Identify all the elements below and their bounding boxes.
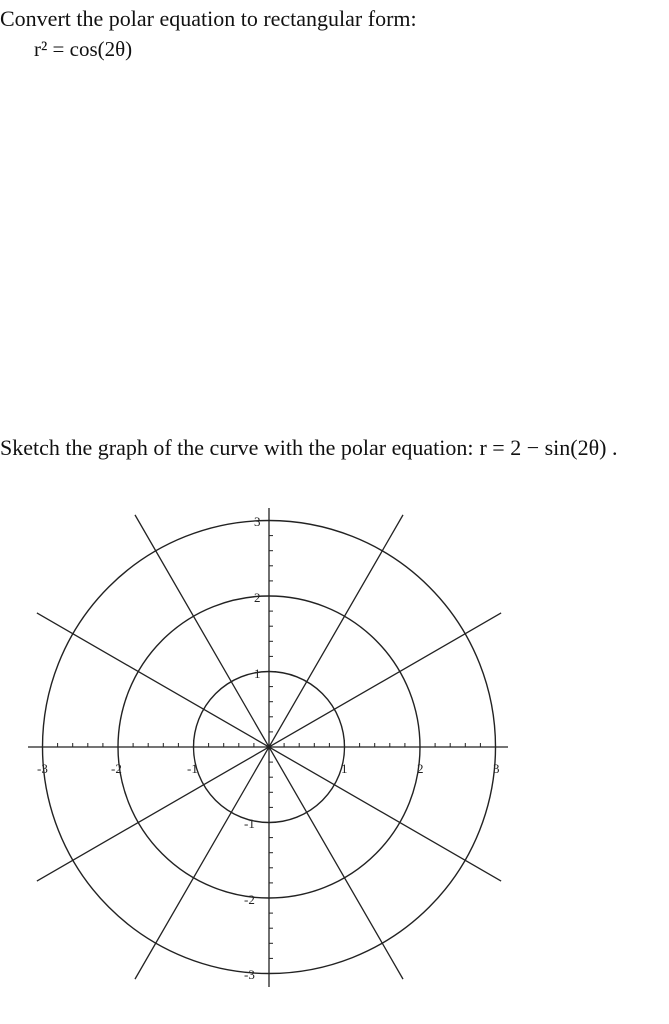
x-tick-label: -2 <box>111 761 122 776</box>
problem-2-equation: r = 2 − sin(2θ) . <box>479 435 618 460</box>
x-tick-label: -3 <box>37 761 48 776</box>
x-tick-label: 3 <box>493 761 500 776</box>
problem-1-prompt: Convert the polar equation to rectangular form: <box>0 6 417 31</box>
y-tick-label: 3 <box>254 514 261 529</box>
problem-2-prompt-line <box>0 435 617 461</box>
x-tick-label: 1 <box>341 761 348 776</box>
polar-grid <box>0 480 669 1000</box>
y-tick-label: -1 <box>244 816 255 831</box>
x-tick-label: -1 <box>187 761 198 776</box>
x-tick-label: 2 <box>417 761 424 776</box>
y-tick-label: -2 <box>244 892 255 907</box>
problem-2-prompt-text: Sketch the graph of the curve with the polar equation: <box>0 435 474 460</box>
problem-1-equation: r² = cos(2θ) <box>34 37 133 61</box>
y-tick-label: 2 <box>254 590 261 605</box>
y-tick-label: -3 <box>244 967 255 982</box>
grid-axes <box>28 508 508 987</box>
y-tick-label: 1 <box>254 666 261 681</box>
